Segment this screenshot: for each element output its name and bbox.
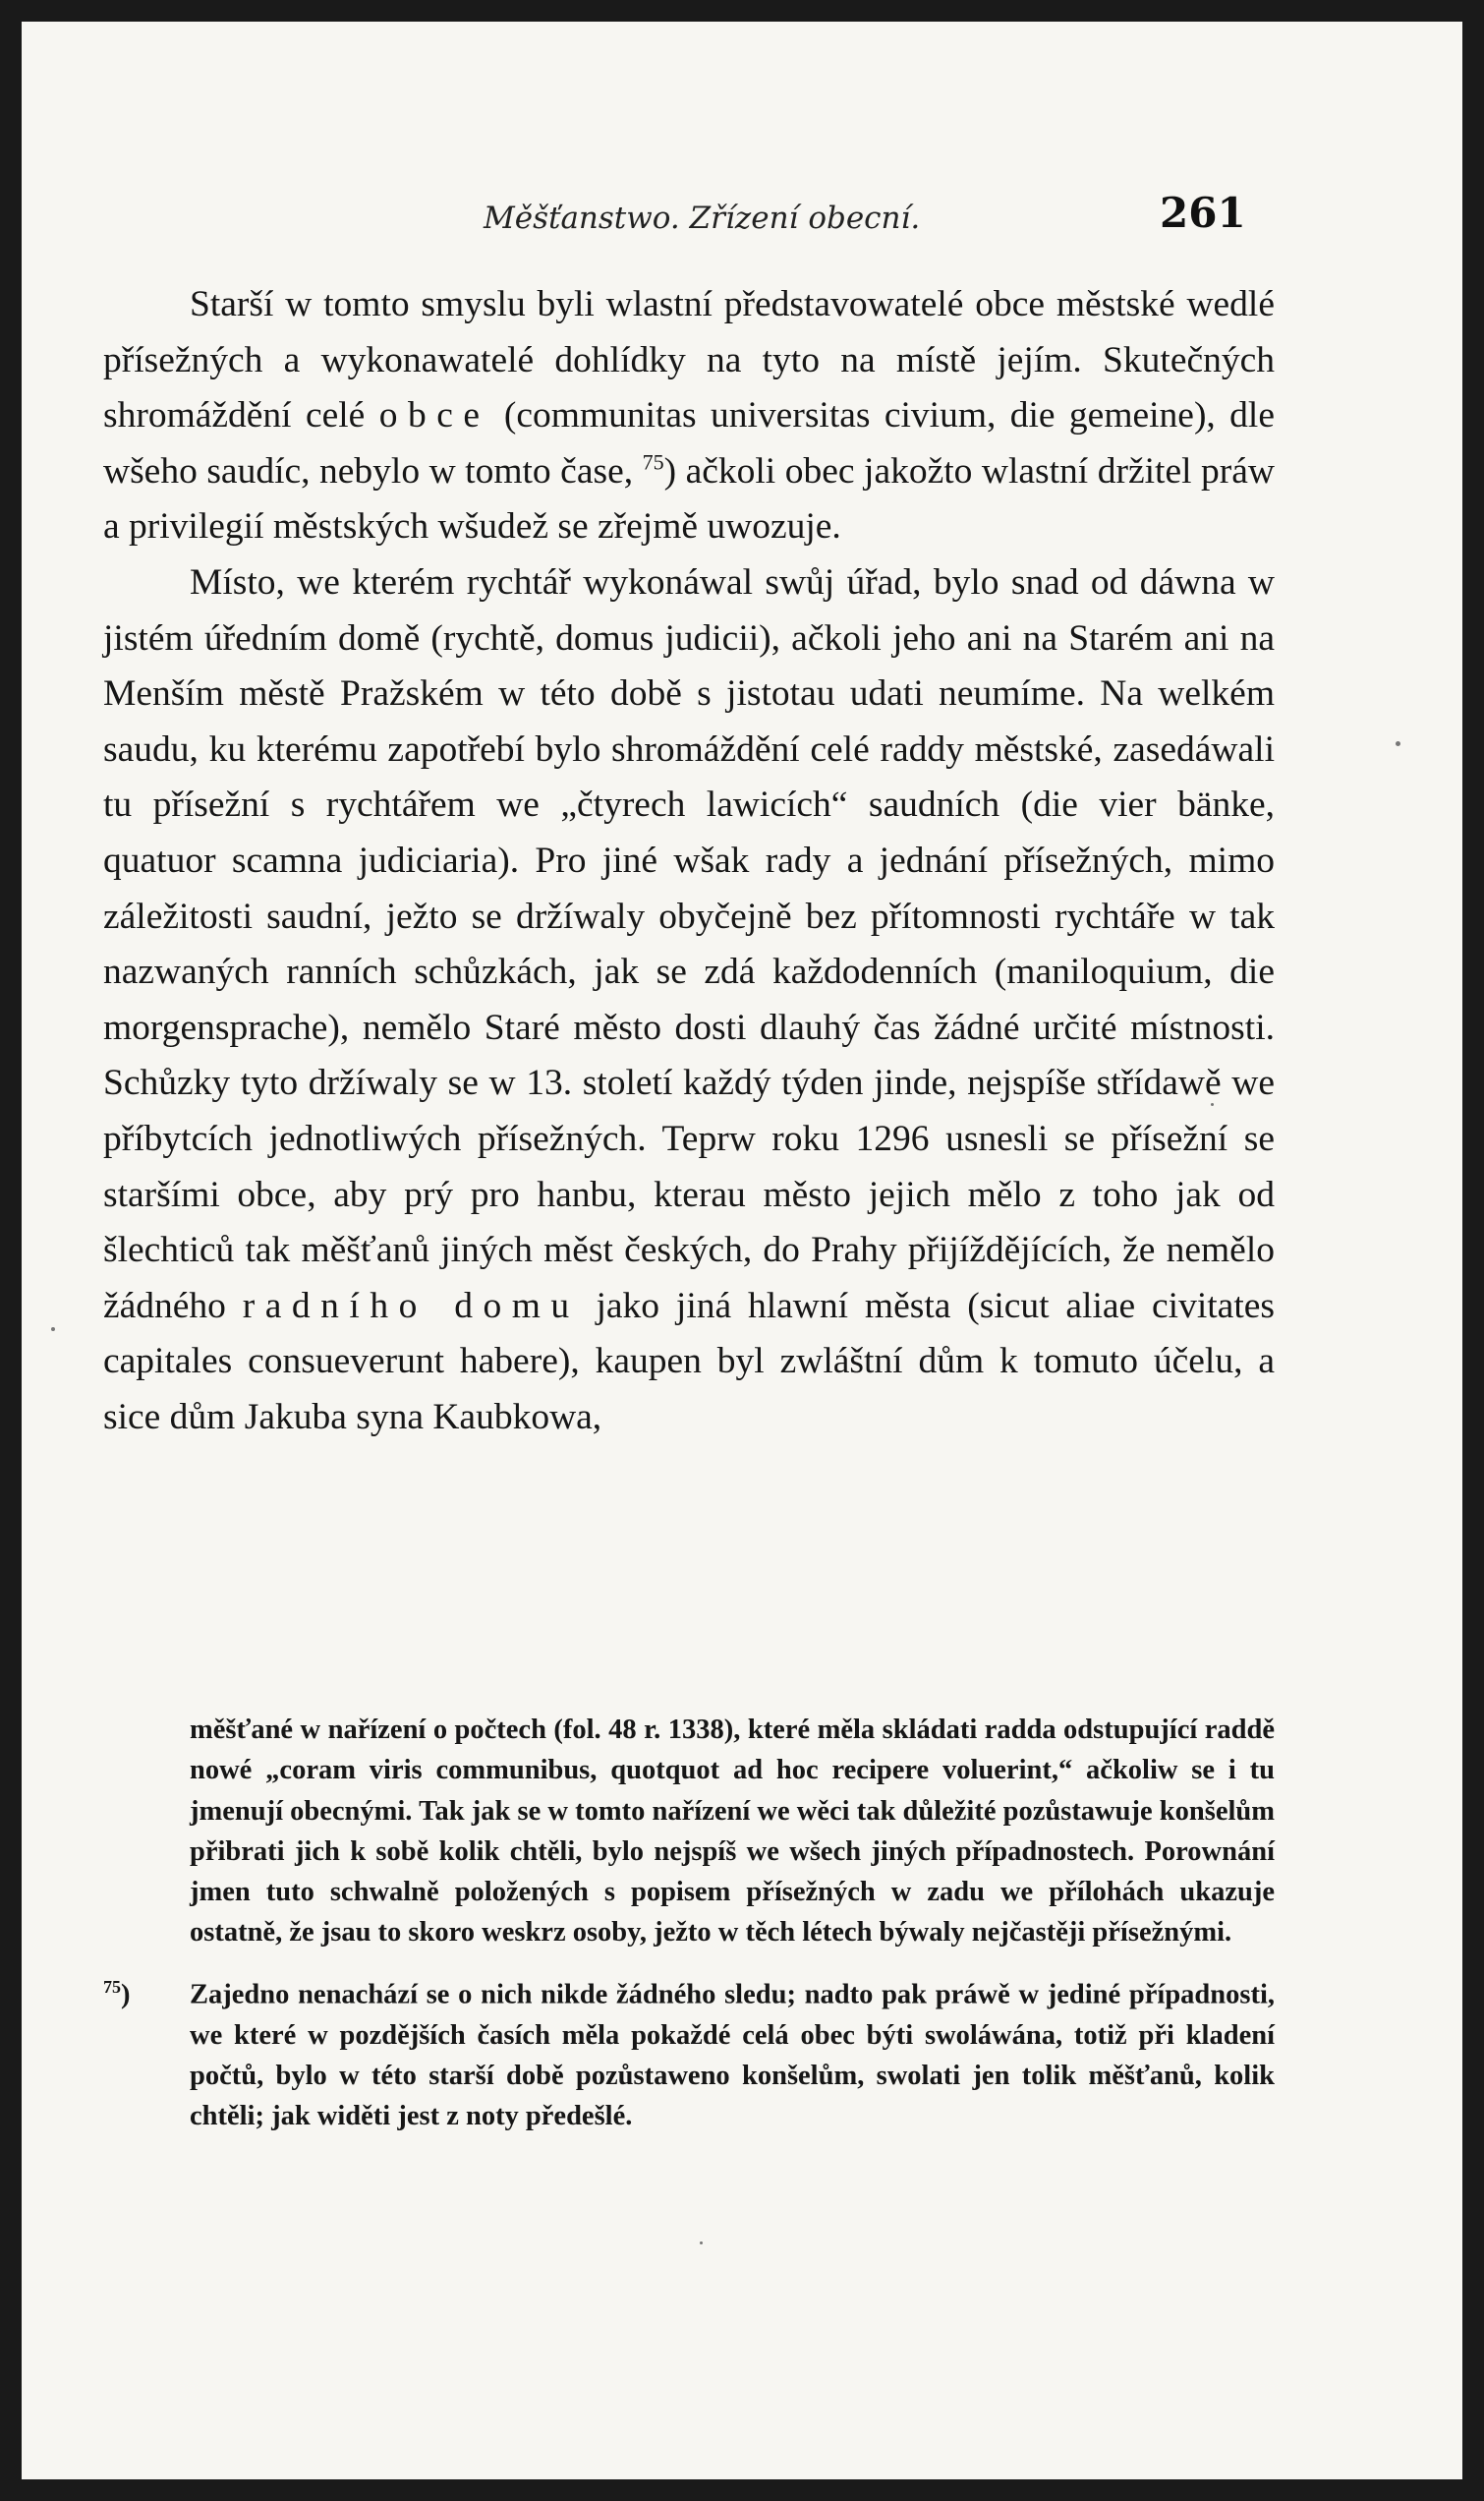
print-speck [1211,1103,1214,1106]
footnote-75-text: Zajedno nenachází se o nich nikde žádného sledu; nadto pak práwě w jediné případnosti, we které w pozdějších časích měla pokaždé celá obec býti swoláwána, totiž při kladení počtů, bylo w této starší době pozůstaweno konšelům, swolati jen tolik měšťanů, kolik chtěli; jak widěti jest z noty předešlé. [190,1979,1275,2132]
paragraph-1 [103,277,1275,555]
running-header [22,189,1462,258]
paragraph-2-text-b: jako jiná hlawní města (sicut aliae civitates capitales consueverunt habere), kaupen byl zwláštní dům k tomuto účelu, a sice dům Jakuba syna Kaubkowa, [103,1285,1275,1437]
footnotes [103,1710,1275,2136]
footnote-75 [103,1967,1275,2137]
paragraph-1-text-c: ) ačkoli obec jakožto wlastní držitel práw a privilegií městských wšudež se zřejmě uwozuje. [103,450,1275,548]
paragraph-1-text-b: (communitas universitas civium, die gemeine), dle wšeho saudíc, nebylo w tomto čase, [103,395,1275,492]
paragraph-2 [103,555,1275,1446]
print-speck [51,1327,55,1331]
paragraph-1-text-a: Starší w tomto smyslu byli wlastní představowatelé obce městské wedlé přísežných a wykonawatelé dohlídky na tyto na místě jejím. Skutečných shromáždění celé [103,284,1275,436]
print-speck [700,2241,703,2244]
book-page [22,22,1462,2479]
footnote-75-marker [103,1967,190,2015]
spaced-term-radniho-domu: radního domu [242,1285,580,1326]
paragraph-2-text-a: Místo, we kterém rychtář wykonáwal swůj úřad, bylo snad od dáwna w jistém úředním domě (rychtě, domus judicii), ačkoli jeho ani na Starém ani na Menším městě Pražském w této době s jistotau udati neumíme. Na welkém saudu, ku kterému zapotřebí bylo shromáždění celé raddy městské, zasedáwali tu přísežní s rychtářem we „čtyrech lawicích“ saudních (die vier bänke, quatuor scamna judiciaria). Pro jiné wšak rady a jednání přísežných, mimo záležitosti saudní, ježto se držíwaly obyčejně bez přítomnosti rychtáře w tak nazwaných ranních schůzkách, jak se zdá každodenních (maniloquium, die morgensprache), nemělo Staré město dosti dlauhý čas žádné určité místnosti. Schůzky tyto držíwaly se w 13. století každý týden jinde, nejspíše střídawě we příbytcích jednotliwých přísežných. Teprw roku 1296 usnesli se přísežní se staršími obce, aby prý pro hanbu, kterau město jejich mělo z toho jak od šlechticů tak měšťanů jiných měst českých, do Prahy přijíždějících, že nemělo žádného [103,561,1275,1326]
spaced-term-obce: obce [378,395,490,436]
footnote-75-paren: ) [121,1979,131,2010]
main-text [103,277,1275,1445]
footnote-75-number: 75 [103,1976,121,1997]
footnote-continuation: měšťané w nařízení o počtech (fol. 48 r. 1338), které měla skládati radda odstupující raddě nowé „coram viris communibus, quotquot ad hoc recipere voluerint,“ ačkoliw se i tu jmenují obecnými. Tak jak se w tomto nařízení we wěci tak důležité pozůstawuje konšelům přibrati jich k sobě kolik chtěli, bylo nejspíš we wšech jiných případnostech. Porownání jmen tuto schwalně položených s popisem přísežných w zadu we přílohách ukazuje ostatně, že jsau to skoro weskrz osoby, ježto w těch létech býwaly nejčastěji přísežnými. [190,1715,1275,1948]
page-number: 261 [1160,189,1246,237]
print-speck [1396,741,1400,746]
footnote-ref-75: 75 [642,449,664,475]
running-title: Měšťanstwo. Zřízení obecní. [484,201,921,236]
